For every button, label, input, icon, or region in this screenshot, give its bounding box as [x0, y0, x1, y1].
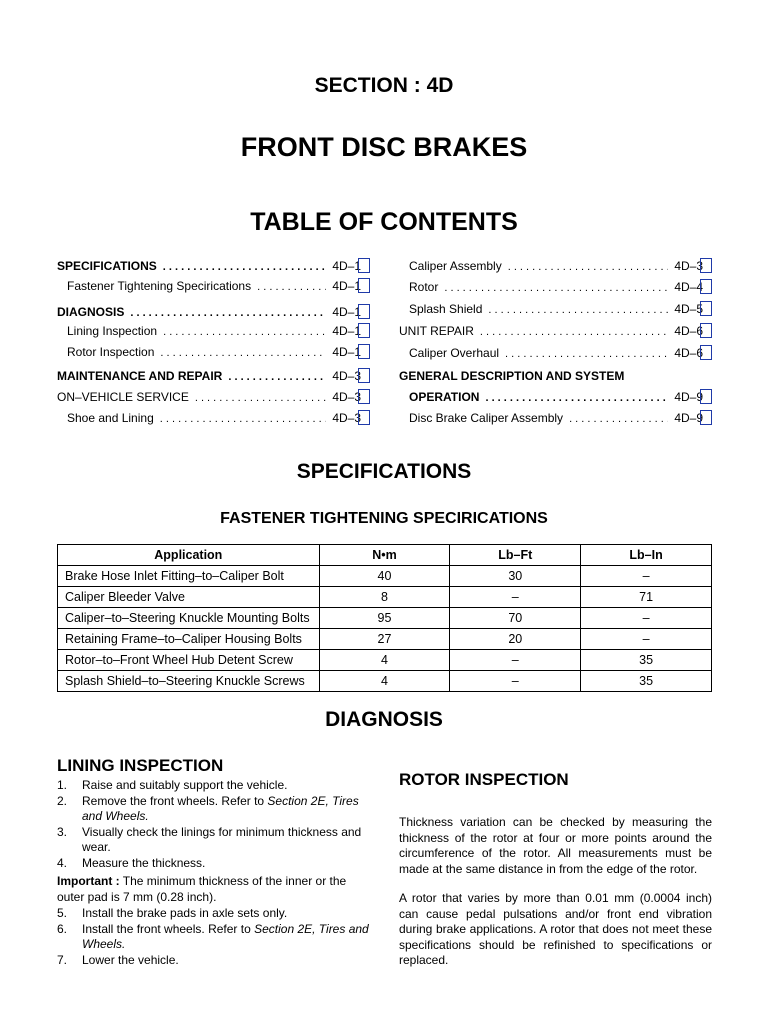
- toc-page-link[interactable]: [674, 407, 712, 425]
- toc-entry-label: UNIT REPAIR: [399, 324, 474, 338]
- toc-entry[interactable]: [409, 407, 712, 423]
- diagnosis-heading: DIAGNOSIS: [325, 708, 443, 731]
- toc-page-link[interactable]: [332, 341, 370, 359]
- toc-entry-label: Rotor: [409, 280, 439, 294]
- value-cell: 71: [581, 587, 712, 608]
- toc-page-number: 4D–3: [332, 411, 361, 425]
- toc-page-number: 4D–4: [674, 280, 703, 294]
- section-heading: SECTION : 4D: [314, 74, 454, 97]
- important-label: Important :: [57, 874, 120, 888]
- toc-page-link[interactable]: [332, 255, 370, 273]
- toc-page-number: 4D–6: [674, 346, 703, 360]
- toc-page-number: 4D–3: [674, 259, 703, 273]
- toc-entry[interactable]: [409, 386, 712, 402]
- toc-page-link[interactable]: [674, 386, 712, 404]
- step-text: [82, 856, 373, 872]
- step-number: 2.: [57, 793, 68, 808]
- toc-entry-label: OPERATION: [409, 390, 480, 404]
- toc-page-number: 4D–9: [674, 411, 703, 425]
- specifications-heading: SPECIFICATIONS: [296, 460, 472, 483]
- toc-leader-dots: [508, 261, 669, 273]
- value-cell: 27: [319, 629, 450, 650]
- application-cell: Brake Hose Inlet Fitting–to–Caliper Bolt: [58, 566, 320, 587]
- toc-page-number: 4D–1: [332, 345, 361, 359]
- toc-page-number: 4D–1: [332, 259, 361, 273]
- toc-leader-dots: [569, 413, 668, 425]
- step-item: [57, 825, 373, 856]
- toc-leader-dots: [485, 392, 668, 404]
- link-box-icon: [358, 323, 370, 338]
- toc-entry[interactable]: [57, 365, 370, 381]
- step-text: [82, 778, 373, 794]
- value-cell: –: [450, 587, 581, 608]
- step-text: [82, 825, 373, 856]
- step-item: [57, 856, 373, 872]
- step-text-body: Visually check the linings for minimum thickness and wear.: [82, 824, 362, 854]
- value-cell: –: [450, 650, 581, 671]
- column-header: Lb–Ft: [450, 545, 581, 566]
- value-cell: 4: [319, 671, 450, 692]
- step-text-body: Install the front wheels. Refer to: [82, 921, 255, 936]
- toc-page-link[interactable]: [332, 407, 370, 425]
- link-box-icon: [358, 410, 370, 425]
- value-cell: 35: [581, 650, 712, 671]
- table-row: [58, 566, 712, 587]
- toc-page-number: 4D–6: [674, 324, 703, 338]
- section-reference[interactable]: Section 2E, Tires and Wheels.: [82, 793, 359, 823]
- application-cell: Rotor–to–Front Wheel Hub Detent Screw: [58, 650, 320, 671]
- table-row: [58, 587, 712, 608]
- toc-leader-dots: [228, 371, 326, 383]
- step-text-body: Lower the vehicle.: [82, 952, 179, 967]
- step-text: [82, 906, 373, 922]
- toc-entry[interactable]: [409, 298, 712, 314]
- step-text: [82, 922, 373, 953]
- step-item: [57, 953, 373, 969]
- toc-entry-label: Caliper Overhaul: [409, 346, 500, 360]
- application-cell: Retaining Frame–to–Caliper Housing Bolts: [58, 629, 320, 650]
- toc-page-link[interactable]: [674, 255, 712, 273]
- lining-inspection-steps: [57, 778, 373, 968]
- toc-entry-label: Shoe and Lining: [67, 411, 154, 425]
- value-cell: 95: [319, 608, 450, 629]
- toc-leader-dots: [160, 413, 327, 425]
- toc-page-number: 4D–9: [674, 390, 703, 404]
- table-row: [58, 629, 712, 650]
- link-box-icon: [358, 278, 370, 293]
- value-cell: 8: [319, 587, 450, 608]
- rotor-inspection-heading: ROTOR INSPECTION: [399, 770, 569, 789]
- toc-page-link[interactable]: [332, 386, 370, 404]
- application-cell: Caliper–to–Steering Knuckle Mounting Bolts: [58, 608, 320, 629]
- link-box-icon: [358, 389, 370, 404]
- toc-leader-dots: [163, 261, 327, 273]
- value-cell: –: [581, 566, 712, 587]
- link-box-icon: [358, 344, 370, 359]
- step-number: 4.: [57, 855, 68, 870]
- step-number: 7.: [57, 952, 68, 967]
- step-text-body: Remove the front wheels. Refer to: [82, 793, 268, 808]
- step-number: 1.: [57, 778, 68, 792]
- toc-leader-dots: [505, 348, 668, 360]
- link-box-icon: [700, 258, 712, 273]
- value-cell: –: [450, 671, 581, 692]
- toc-leader-dots: [488, 304, 668, 316]
- toc-page-link[interactable]: [332, 320, 370, 338]
- step-item: [57, 794, 373, 825]
- column-header: Application: [58, 545, 320, 566]
- value-cell: 40: [319, 566, 450, 587]
- toc-leader-dots: [163, 326, 326, 338]
- toc-entry[interactable]: [409, 342, 712, 358]
- table-row: [58, 608, 712, 629]
- link-box-icon: [358, 304, 370, 319]
- toc-page-link[interactable]: [674, 320, 712, 338]
- toc-entry[interactable]: [67, 341, 370, 357]
- toc-page-link[interactable]: [332, 301, 370, 319]
- value-cell: 70: [450, 608, 581, 629]
- toc-entry: [399, 369, 712, 385]
- table-row: [58, 650, 712, 671]
- toc-entry-label: SPECIFICATIONS: [57, 259, 157, 273]
- toc-entry-label: Disc Brake Caliper Assembly: [409, 411, 564, 425]
- table-header-row: [58, 545, 712, 566]
- step-text-body: Raise and suitably support the vehicle.: [82, 778, 288, 792]
- toc-entry-label: Splash Shield: [409, 302, 483, 316]
- toc-entry[interactable]: [57, 255, 370, 271]
- toc-entry[interactable]: [57, 386, 370, 402]
- fastener-heading: FASTENER TIGHTENING SPECIRICATIONS: [220, 510, 548, 527]
- step-text: [82, 794, 373, 825]
- toc-page-link[interactable]: [674, 276, 712, 294]
- link-box-icon: [700, 345, 712, 360]
- toc-leader-dots: [257, 281, 326, 293]
- toc-page-link[interactable]: [674, 342, 712, 360]
- value-cell: 4: [319, 650, 450, 671]
- toc-entry-label: ON–VEHICLE SERVICE: [57, 390, 189, 404]
- step-number: 5.: [57, 906, 68, 920]
- toc-entry[interactable]: [67, 275, 370, 291]
- step-item: [57, 922, 373, 953]
- step-text-body: Install the brake pads in axle sets only.: [82, 906, 288, 920]
- rotor-paragraph-2: A rotor that varies by more than 0.01 mm (0.0004 inch) can cause pedal pulsations and/or front end vibration during brake applications. A rotor that does not meet these specifications should be refinished to specifications or replaced.: [399, 891, 712, 967]
- step-item: [57, 906, 373, 922]
- toc-entry[interactable]: [399, 320, 712, 336]
- column-header: Lb–In: [581, 545, 712, 566]
- toc-heading: TABLE OF CONTENTS: [250, 208, 518, 236]
- toc-leader-dots: [160, 347, 326, 359]
- value-cell: 20: [450, 629, 581, 650]
- toc-entry[interactable]: [57, 301, 370, 317]
- value-cell: –: [581, 608, 712, 629]
- step-text: [82, 953, 373, 969]
- step-number: 3.: [57, 824, 68, 839]
- toc-entry[interactable]: [409, 276, 712, 292]
- link-box-icon: [700, 301, 712, 316]
- toc-page-number: 4D–1: [332, 279, 361, 293]
- lining-inspection-heading: LINING INSPECTION: [57, 756, 224, 775]
- step-text-body: Measure the thickness.: [82, 855, 206, 870]
- toc-page-number: 4D–5: [674, 302, 703, 316]
- toc-leader-dots: [480, 326, 668, 338]
- toc-entry[interactable]: [409, 255, 712, 271]
- link-box-icon: [700, 410, 712, 425]
- toc-page-number: 4D–3: [332, 369, 361, 383]
- toc-page-number: 4D–3: [332, 390, 361, 404]
- toc-page-link[interactable]: [332, 365, 370, 383]
- toc-page-link[interactable]: [674, 298, 712, 316]
- value-cell: 30: [450, 566, 581, 587]
- link-box-icon: [700, 323, 712, 338]
- toc-page-number: 4D–1: [332, 305, 361, 319]
- link-box-icon: [700, 389, 712, 404]
- toc-entry-label: Lining Inspection: [67, 324, 158, 338]
- rotor-paragraph-1: Thickness variation can be checked by measuring the thickness of the rotor at four or more points around the circumference of the rotor. All measurements must be made at the same distance in from the edge of the rotor.: [399, 815, 712, 876]
- toc-entry[interactable]: [67, 407, 370, 423]
- important-note: [57, 874, 373, 905]
- toc-entry-label: GENERAL DESCRIPTION AND SYSTEM: [399, 369, 625, 383]
- section-reference[interactable]: Section 2E, Tires and Wheels.: [82, 921, 369, 951]
- application-cell: Caliper Bleeder Valve: [58, 587, 320, 608]
- toc-entry-label: MAINTENANCE AND REPAIR: [57, 369, 223, 383]
- toc-leader-dots: [130, 307, 326, 319]
- fastener-torque-table: [57, 544, 712, 692]
- application-cell: Splash Shield–to–Steering Knuckle Screws: [58, 671, 320, 692]
- value-cell: –: [581, 629, 712, 650]
- step-item: [57, 778, 373, 794]
- toc-entry-label: Caliper Assembly: [409, 259, 502, 273]
- toc-leader-dots: [195, 392, 326, 404]
- link-box-icon: [358, 258, 370, 273]
- table-row: [58, 671, 712, 692]
- page-title: FRONT DISC BRAKES: [240, 132, 528, 162]
- link-box-icon: [358, 368, 370, 383]
- column-header: N•m: [319, 545, 450, 566]
- toc-entry[interactable]: [67, 320, 370, 336]
- toc-entry-label: Fastener Tightening Specirications: [67, 279, 252, 293]
- step-number: 6.: [57, 921, 68, 936]
- value-cell: 35: [581, 671, 712, 692]
- toc-page-link[interactable]: [332, 275, 370, 293]
- link-box-icon: [700, 279, 712, 294]
- toc-page-number: 4D–1: [332, 324, 361, 338]
- toc-leader-dots: [444, 282, 668, 294]
- toc-entry-label: Rotor Inspection: [67, 345, 155, 359]
- important-text: The minimum thickness of the inner or the outer pad is 7 mm (0.28 inch).: [57, 874, 347, 904]
- toc-entry-label: DIAGNOSIS: [57, 305, 125, 319]
